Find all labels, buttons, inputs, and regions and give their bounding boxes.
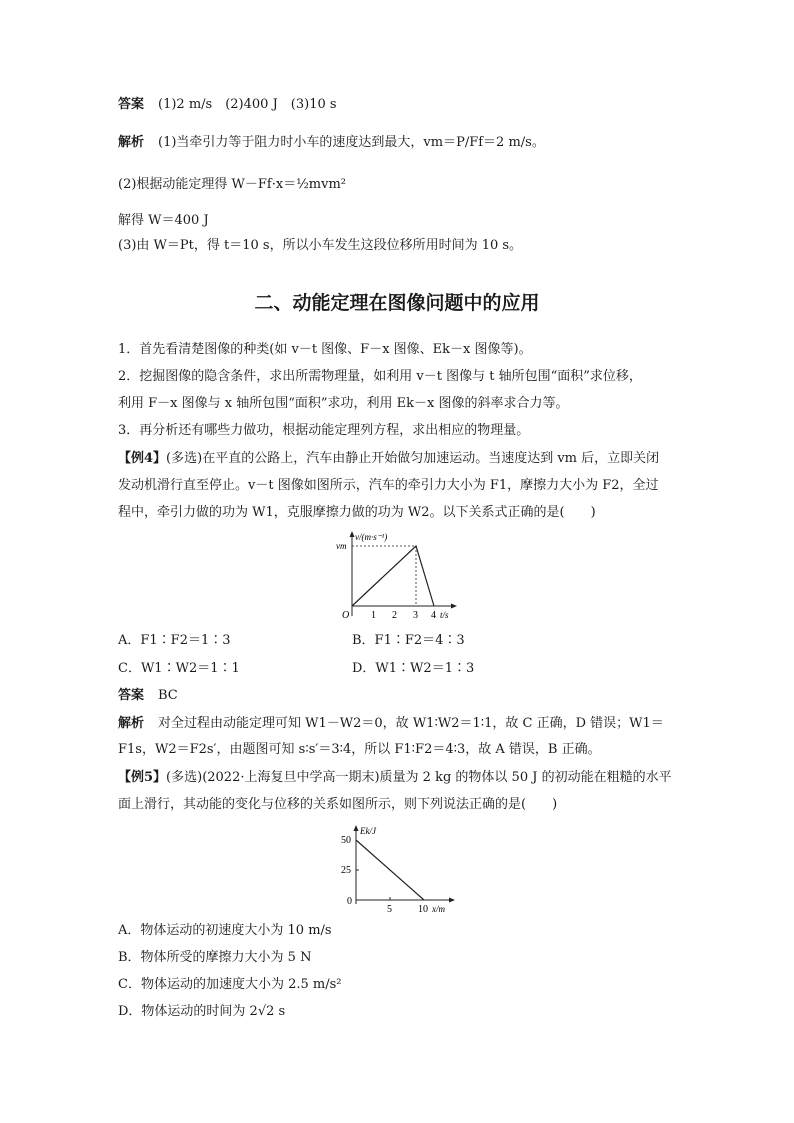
point-1: 1．首先看清楚图像的种类(如 v－t 图像、F－x 图像、Ek－x 图像等)。 <box>118 342 532 357</box>
example4-answer <box>118 687 178 705</box>
ekx-ylabel: Ek/J <box>360 826 376 836</box>
vt-xlabel: t/s <box>440 610 449 620</box>
analysis-line-3: 解得 W＝400 J <box>118 213 209 228</box>
answer-label: 答案 <box>118 97 145 112</box>
example4-analysis-label: 解析 <box>118 716 145 731</box>
example4-analysis-2: F1s，W2＝F2s′，由题图可知 s∶s′＝3∶4，所以 F1∶F2＝4∶3，故 A 错误，B 正确。 <box>118 742 601 757</box>
example5-option-a: A．物体运动的初速度大小为 10 m/s <box>118 923 332 938</box>
example4-line-1 <box>118 450 659 468</box>
analysis-line-1 <box>118 134 545 152</box>
vt-graph <box>330 528 470 626</box>
example4-analysis-1 <box>118 715 664 733</box>
example5-line-1 <box>118 769 672 787</box>
vt-x-arrow <box>451 604 457 609</box>
vt-xtick-4: 4 <box>431 610 436 621</box>
vt-ylabel: v/(m·s⁻¹) <box>355 532 388 542</box>
example4-analysis-text-1: 对全过程由动能定理可知 W1－W2＝0，故 W1∶W2＝1∶1，故 C 正确，D 错误；W1＝ <box>158 716 664 731</box>
ekx-line <box>356 840 424 900</box>
analysis-label: 解析 <box>118 135 145 150</box>
example4-answer-label: 答案 <box>118 688 145 703</box>
example4-line-3: 程中，牵引力做的功为 W1，克服摩擦力做的功为 W2。以下关系式正确的是( ) <box>118 505 596 520</box>
example4-line-2: 发动机滑行直至停止。v－t 图像如图所示，汽车的牵引力大小为 F1，摩擦力大小为 F2，全过 <box>118 478 659 493</box>
answer-line <box>118 96 337 114</box>
ekx-graph <box>328 822 468 918</box>
point-3: 3．再分析还有哪些力做功，根据动能定理列方程，求出相应的物理量。 <box>118 423 530 438</box>
vt-y-arrow <box>350 531 355 537</box>
example4-option-d: D．W1∶W2＝1∶3 <box>352 661 475 676</box>
example5-label: 【例5】 <box>118 770 167 785</box>
ekx-ytick-25: 25 <box>341 865 351 876</box>
example5-line-2: 面上滑行，其动能的变化与位移的关系如图所示，则下列说法正确的是( ) <box>118 797 558 812</box>
point-2-cont: 利用 F－x 图像与 x 轴所包围“面积”求功，利用 Ek－x 图像的斜率求合力等。 <box>118 396 569 411</box>
ekx-xtick-5: 5 <box>387 904 392 915</box>
example4-answer-text: BC <box>158 688 178 703</box>
ekx-origin: 0 <box>347 896 352 907</box>
point-2: 2．挖掘图像的隐含条件，求出所需物理量，如利用 v－t 图像与 t 轴所包围“面积”求位移， <box>118 369 642 384</box>
vt-xtick-2: 2 <box>392 610 397 621</box>
vt-origin: O <box>342 610 350 621</box>
example4-label: 【例4】 <box>118 451 167 466</box>
vt-xtick-1: 1 <box>371 610 376 621</box>
analysis-line-4: (3)由 W＝Pt，得 t＝10 s，所以小车发生这段位移所用时间为 10 s。 <box>118 238 523 253</box>
example4-option-b: B．F1∶F2＝4∶3 <box>352 633 465 648</box>
ekx-y-arrow <box>354 825 359 831</box>
vt-curve <box>352 546 434 606</box>
example5-option-b: B．物体所受的摩擦力大小为 5 N <box>118 950 312 965</box>
vt-ymark: vm <box>336 541 347 551</box>
answer-text: (1)2 m/s (2)400 J (3)10 s <box>158 97 337 112</box>
ekx-xtick-10: 10 <box>418 904 428 915</box>
example4-option-a: A．F1∶F2＝1∶3 <box>118 633 231 648</box>
example4-text-1: (多选)在平直的公路上，汽车由静止开始做匀加速运动。当速度达到 vm 后，立即关闭 <box>166 451 660 466</box>
ekx-ytick-50: 50 <box>341 835 351 846</box>
example5-option-c: C．物体运动的加速度大小为 2.5 m/s² <box>118 977 342 992</box>
analysis-line-2: (2)根据动能定理得 W－Ff·x＝½mvm² <box>118 177 347 192</box>
example5-text-1: (多选)(2022·上海复旦中学高一期末)质量为 2 kg 的物体以 50 J 的初动能在粗糙的水平 <box>166 770 672 785</box>
ekx-xlabel: x/m <box>432 904 445 914</box>
example4-option-c: C．W1∶W2＝1∶1 <box>118 661 240 676</box>
section-title: 二、动能定理在图像问题中的应用 <box>254 292 540 314</box>
analysis-text-1: (1)当牵引力等于阻力时小车的速度达到最大，vm＝P/Ff＝2 m/s。 <box>158 135 545 150</box>
example5-option-d: D．物体运动的时间为 2√2 s <box>118 1004 286 1019</box>
ekx-x-arrow <box>449 898 455 903</box>
vt-xtick-3: 3 <box>413 610 418 621</box>
